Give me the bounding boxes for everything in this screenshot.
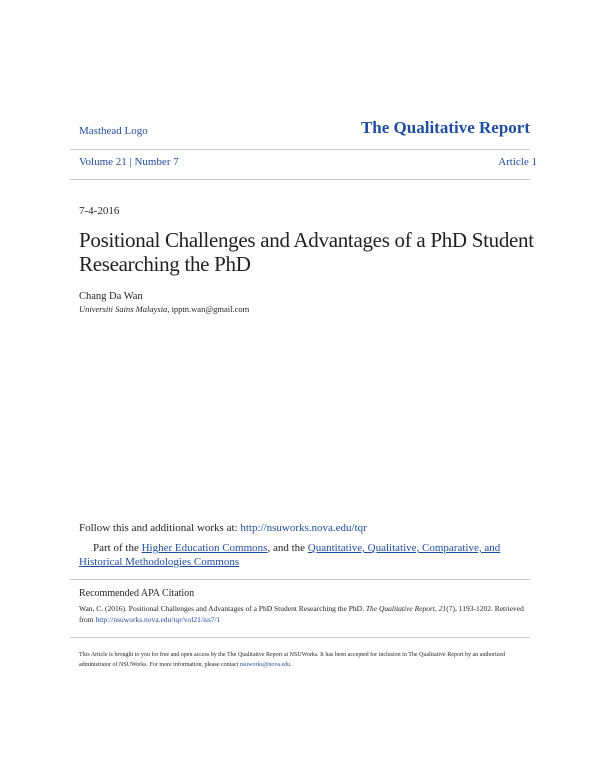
author-email: , ipptn.wan@gmail.com bbox=[167, 304, 250, 314]
footer-text: This Article is brought to you for free and open access by the The Qualitative Report at NSUWorks. It has been accepted for inclusion in The Qualitative Report by an authorized administrator of NSUWorks. For more information, please contact bbox=[79, 652, 506, 668]
footer-end: . bbox=[290, 662, 292, 668]
publication-date: 7-4-2016 bbox=[79, 205, 120, 217]
volume-link[interactable]: Volume 21 bbox=[79, 156, 127, 168]
recommended-citation-heading: Recommended APA Citation bbox=[79, 588, 195, 599]
issue-separator: | bbox=[126, 156, 135, 168]
issue-row bbox=[79, 156, 537, 168]
article-title: Positional Challenges and Advantages of a PhD Student Researching the PhD bbox=[79, 228, 534, 276]
citation-url-link[interactable]: http://nsuworks.nova.edu/tqr/vol21/iss7/1 bbox=[95, 615, 221, 624]
follow-url-link[interactable]: http://nsuworks.nova.edu/tqr bbox=[240, 522, 367, 534]
affiliation-name: Universiti Sains Malaysia bbox=[79, 304, 168, 314]
recommended-citation-text bbox=[79, 603, 534, 625]
masthead-divider bbox=[70, 149, 530, 150]
author-name: Chang Da Wan bbox=[79, 291, 143, 302]
higher-education-commons-link[interactable]: Higher Education Commons bbox=[141, 542, 268, 554]
citation-divider-top bbox=[70, 579, 530, 580]
part-of-line bbox=[79, 541, 519, 569]
footer-email-link[interactable]: nsuworks@nova.edu bbox=[239, 662, 291, 668]
author-affiliation bbox=[79, 304, 249, 314]
masthead-logo-link[interactable]: Masthead Logo bbox=[79, 125, 148, 137]
number-link[interactable]: Number 7 bbox=[134, 156, 179, 168]
journal-name-link[interactable]: The Qualitative Report bbox=[360, 118, 530, 137]
part-of-middle: , and the bbox=[267, 542, 308, 554]
issue-divider bbox=[70, 179, 530, 180]
citation-text-middle: (7), 1193-1202. Retrieved from bbox=[79, 604, 524, 624]
follow-line bbox=[79, 522, 367, 534]
citation-divider-bottom bbox=[70, 637, 530, 638]
part-of-prefix: Part of the bbox=[93, 542, 142, 554]
follow-label: Follow this and additional works at: bbox=[79, 522, 241, 534]
footer-notice bbox=[79, 650, 534, 670]
methodologies-commons-link[interactable]: Quantitative, Qualitative, Comparative, and Historical Methodologies Commons bbox=[79, 542, 501, 568]
masthead bbox=[79, 118, 530, 148]
citation-journal: The Qualitative Report, 21 bbox=[365, 604, 447, 613]
article-link[interactable]: Article 1 bbox=[498, 156, 537, 168]
citation-text-before: Wan, C. (2016). Positional Challenges and Advantages of a PhD Student Researching the PhD. bbox=[79, 604, 366, 613]
